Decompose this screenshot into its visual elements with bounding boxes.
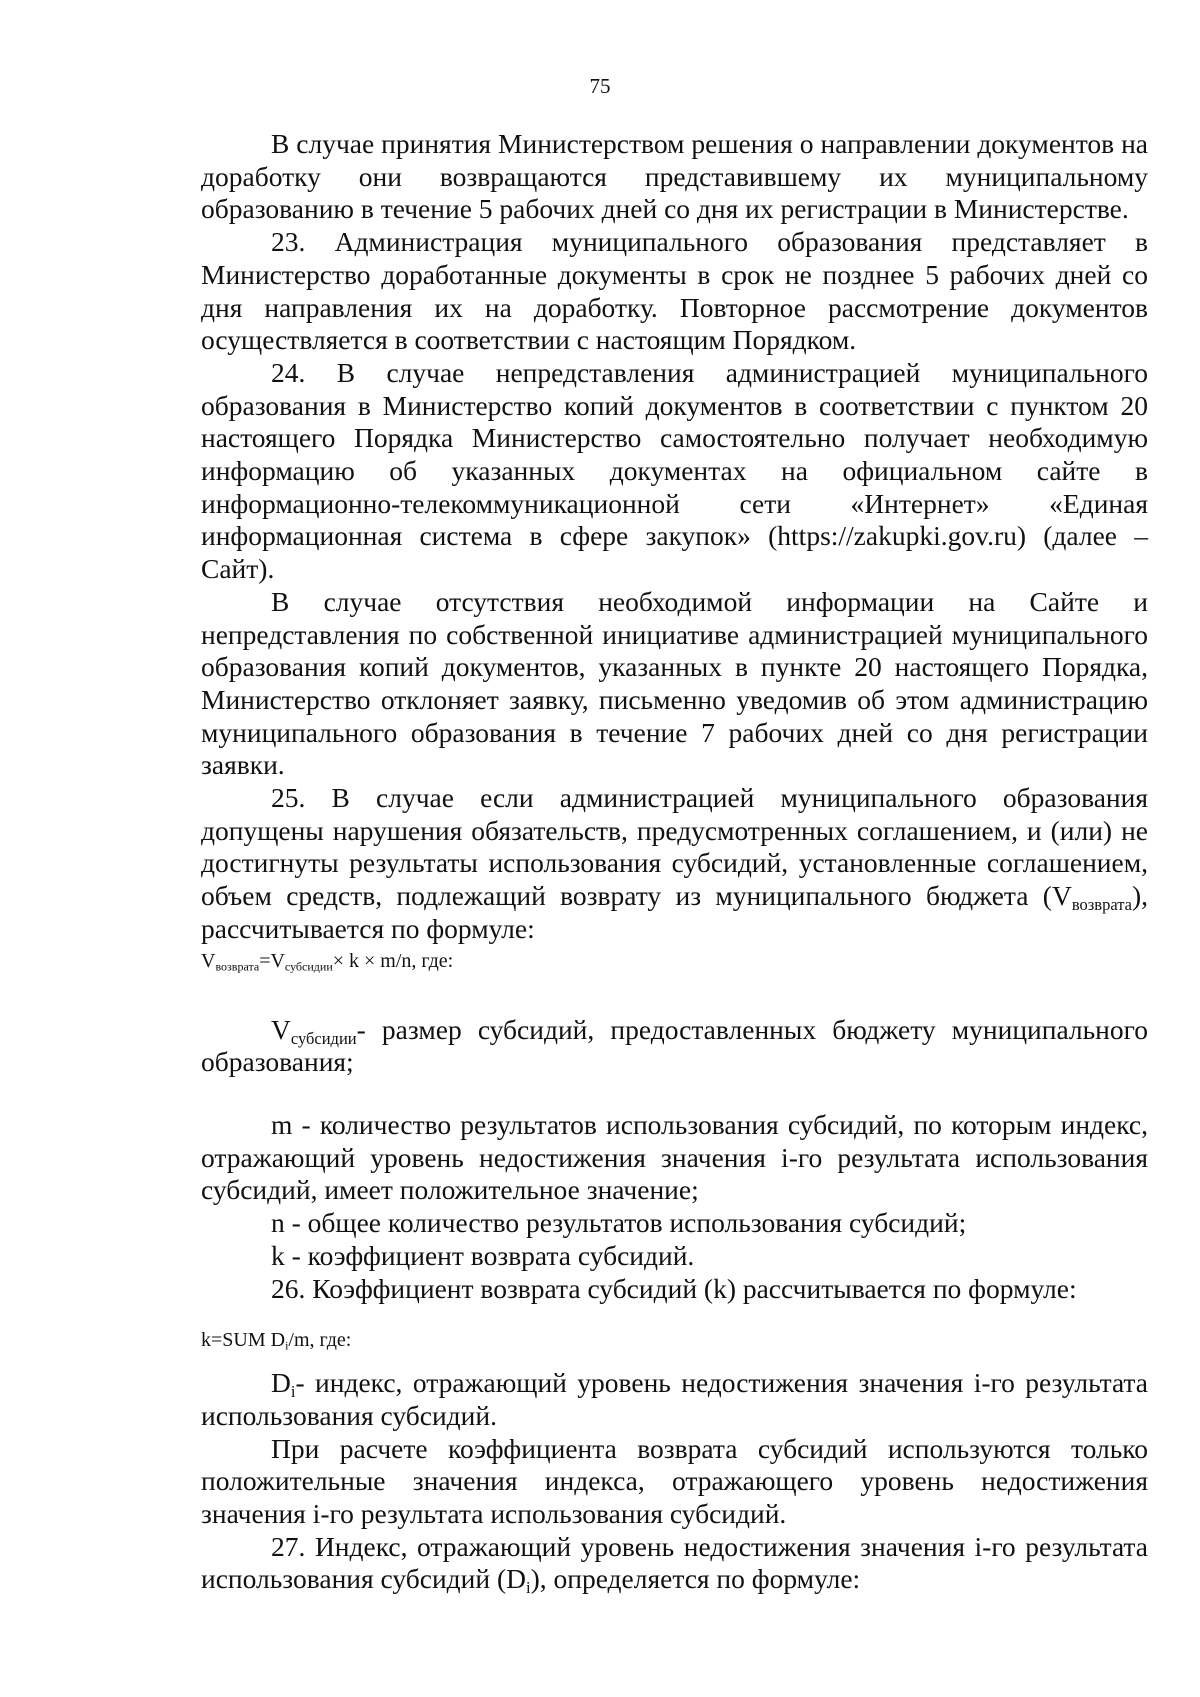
paragraph-23: 23. Администрация муниципального образования представляет в Министерство доработанные документы в срок не позднее 5 рабочих дней со дня направления их на доработку. Повторное рассмотрение документов осуществляется в соответствии с настоящим Порядком.	[201, 226, 1148, 356]
definition-di: $D_i-$ индекс, отражающий уровень недостижения значения i-го результата использования субсидий.	[201, 1367, 1148, 1431]
paragraph-27	[201, 1531, 1148, 1596]
formula-where: , где:	[309, 1329, 352, 1352]
subscript: возврата	[1071, 895, 1132, 915]
subscript: субсидии	[290, 1028, 357, 1048]
formula-subscript: субсидии	[284, 959, 333, 974]
text-run: ), рассчитывается по формуле:	[201, 880, 1148, 944]
definition-n: n - общее количество результатов использования субсидий;	[271, 1207, 967, 1239]
subscript: i	[526, 1578, 531, 1598]
formula-symbol: k=SUM D	[201, 1329, 286, 1352]
paragraph-25	[201, 782, 1148, 946]
formula-subscript: i	[285, 1338, 289, 1353]
definition-v-subsidy: $V_{субсидии}-$ размер субсидий, предоставленных бюджету муниципального образования;	[201, 1013, 1148, 1078]
definition-m: m - количество результатов использования субсидий, по которым индекс, отражающий уровень недостижения значения i-го результата использования субсидий, имеет положительное значение;	[201, 1108, 1148, 1206]
subscript: i	[290, 1382, 296, 1402]
formula-subscript: возврата	[215, 959, 260, 974]
page-number: 75	[589, 74, 611, 98]
paragraph-24: 24. В случае непредставления администрацией муниципального образования в Министерство копий документов в соответствии с пунктом 20 настоящего Порядка Министерство самостоятельно получает необходимую информацию об указанных документах на официальном сайте в информационно-телекоммуникационной сети «Интернет» «Единая информационная система в сфере закупок» (https://zakupki.gov.ru) (далее – Сайт).	[201, 356, 1148, 585]
formula-symbol: V	[201, 949, 216, 972]
text-run: 25. В случае если администрацией муниципального образования допущены нарушения обязательств, предусмотренных соглашением, и (или) не достигнуты результаты использования субсидий, установленные соглашением, объем средств, подлежащий возврату из муниципального бюджета (V	[201, 782, 1148, 912]
text-run: ), определяется по формуле:	[530, 1563, 861, 1595]
paragraph: В случае отсутствия необходимой информации на Сайте и непредставления по собственной инициативе администрацией муниципального образования копий документов, указанных в пункте 20 настоящего Порядка, Министерство отклоняет заявку, письменно уведомив об этом администрацию муниципального образования в течение 7 рабочих дней со дня регистрации заявки.	[201, 585, 1148, 781]
spacer	[201, 1079, 1148, 1109]
document-body	[201, 128, 1148, 1596]
text-run: - индекс, отражающий уровень недостижения значения i-го результата использования субсидий.	[201, 1367, 1148, 1431]
paragraph-26: 26. Коэффициент возврата субсидий (k) рассчитывается по формуле:	[271, 1272, 1077, 1304]
text-run: 27. Индекс, отражающий уровень недостижения значения i-го результата использования субсидий (D	[201, 1530, 1148, 1595]
paragraph: В случае принятия Министерством решения о направлении документов на доработку они возвращаются представившему их муниципальному образованию в течение 5 рабочих дней со дня их регистрации в Министерстве.	[201, 128, 1148, 225]
formula-return-volume	[201, 946, 1148, 1014]
formula-coefficient	[201, 1305, 1148, 1367]
formula-symbol: × k × m/n	[332, 949, 412, 972]
formula-where: , где:	[411, 949, 454, 972]
formula-symbol: /m	[288, 1329, 310, 1352]
formula-symbol: =V	[259, 949, 285, 972]
definition-k: k - коэффициент возврата субсидий.	[271, 1239, 695, 1271]
paragraph: При расчете коэффициента возврата субсидий используются только положительные значения индекса, отражающего уровень недостижения значения i-го результата использования субсидий.	[201, 1432, 1148, 1530]
text-run: - размер субсидий, предоставленных бюджету муниципального образования;	[201, 1013, 1148, 1078]
